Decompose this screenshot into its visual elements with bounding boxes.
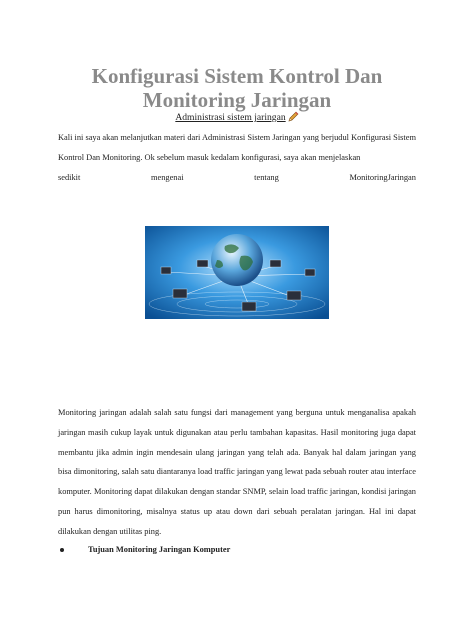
bullet-dot-icon bbox=[60, 548, 64, 552]
intro-paragraph bbox=[58, 128, 416, 187]
bullet-item bbox=[58, 544, 230, 556]
intro-text: Kali ini saya akan melanjutkan materi dari Administrasi Sistem Jaringan yang berjudul Konfigurasi Sistem Kontrol Dan Monitoring. Ok sebelum masuk kedalam konfigurasi, saya akan menjelaskan bbox=[58, 133, 416, 162]
bullet-label: Tujuan Monitoring Jaringan Komputer bbox=[88, 545, 231, 554]
network-image bbox=[145, 226, 329, 319]
intro-last-line bbox=[58, 168, 416, 188]
intro-word: mengenai bbox=[150, 172, 184, 182]
body-paragraph: Monitoring jaringan adalah salah satu fungsi dari management yang berguna untuk menganalisa apakah jaringan masih cukup layak untuk digunakan atau perlu tambahan kapasitas. Hasil monitoring juga dapat membantu jika admin ingin mendesain ulang jaringan yang telah ada. Banyak hal dalam jaringan yang bisa dimonitoring, salah satu diantaranya load traffic jaringan yang lewat pada sebuah router atau interface komputer. Monitoring dapat dilakukan dengan standar SNMP, selain load traffic jaringan, kondisi jaringan pun harus dimonitoring, misalnya status up atau down dari sebuah peralatan jaringan. Hal ini dapat dilakukan dengan utilitas ping. bbox=[58, 408, 416, 536]
subtitle-link[interactable]: Administrasi sistem jaringan bbox=[175, 112, 286, 123]
intro-word: tentang bbox=[254, 172, 279, 182]
intro-word: MonitoringJaringan bbox=[349, 172, 416, 182]
intro-word: sedikit bbox=[58, 172, 81, 182]
subtitle bbox=[0, 111, 474, 126]
page-title: Konfigurasi Sistem Kontrol Dan Monitoring Jaringan bbox=[91, 64, 383, 112]
pencil-icon bbox=[288, 111, 299, 126]
